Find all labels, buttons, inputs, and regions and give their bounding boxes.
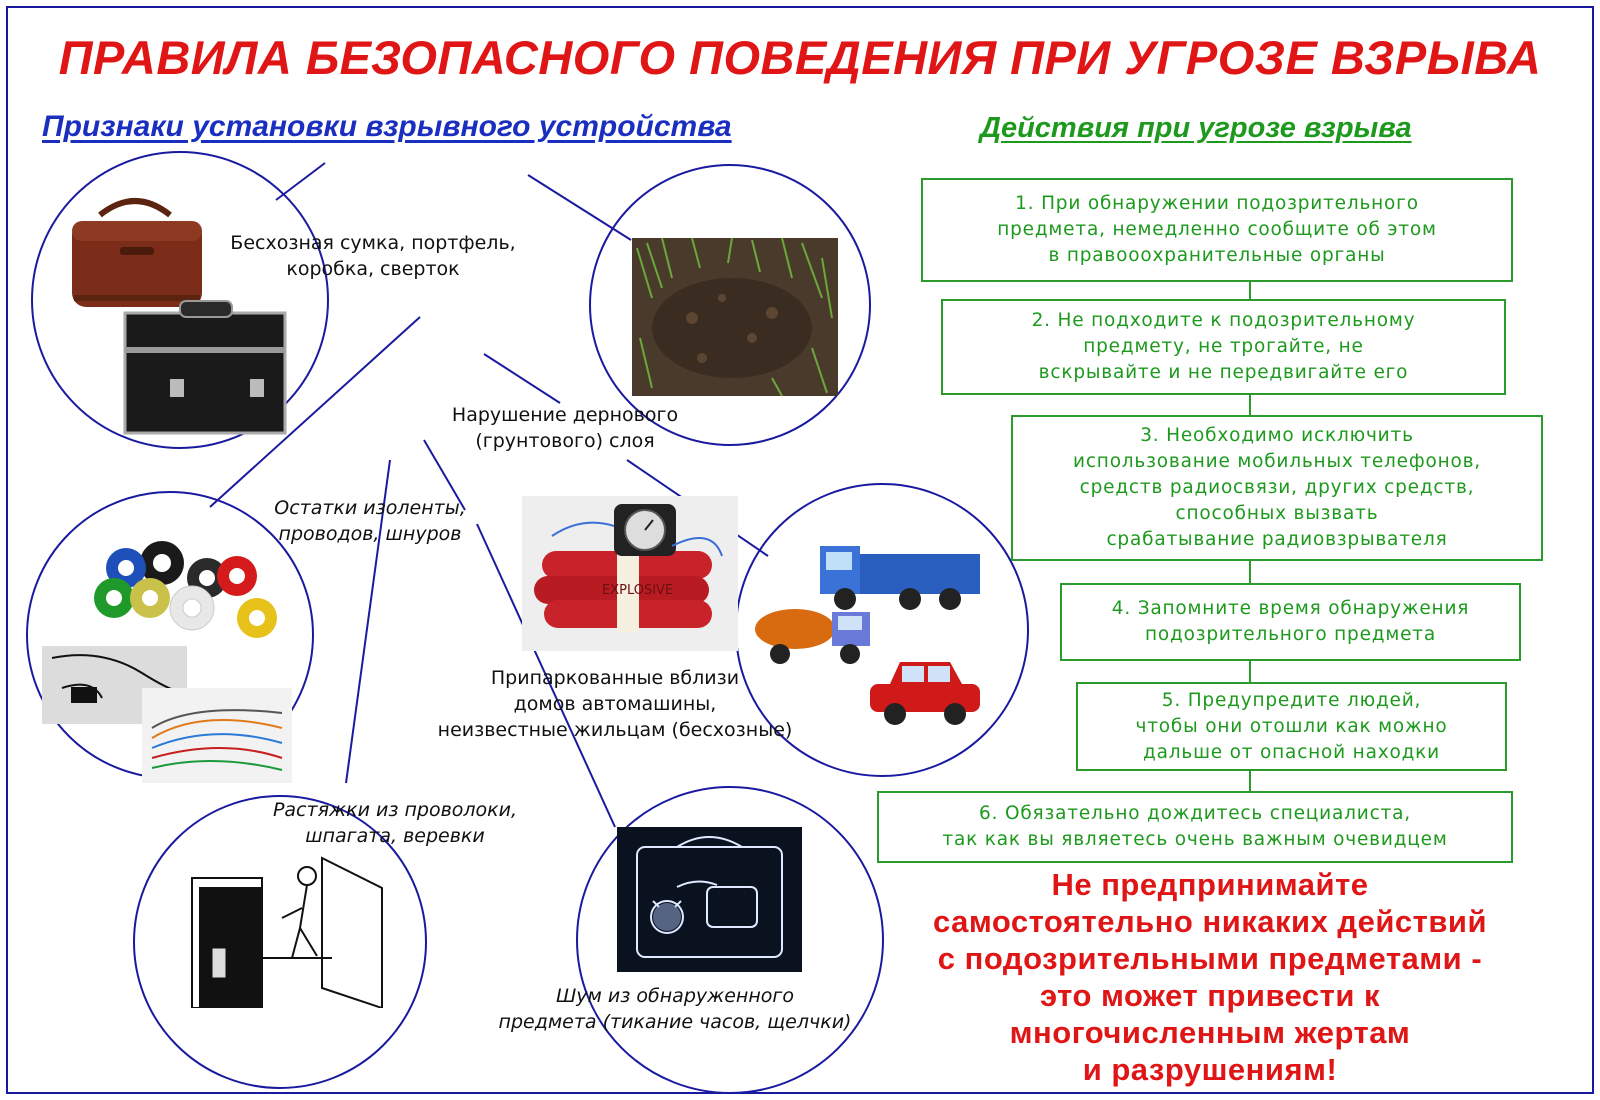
sign-label-tripwire: Растяжки из проволоки, шпагата, веревки xyxy=(272,799,518,847)
case-icon xyxy=(125,301,285,433)
car-icon xyxy=(870,662,980,725)
bomb-picture xyxy=(522,496,738,651)
sign-label-soil: Нарушение дернового (грунтового) слоя xyxy=(451,404,679,452)
tripwire-picture xyxy=(182,848,402,1008)
warning-text: Не предпринимайте самостоятельно никаких действий с подозрительными предметами - это может привести к многочисленным жертам и разрушениям! xyxy=(932,867,1488,1087)
poster-title: ПРАВИЛА БЕЗОПАСНОГО ПОВЕДЕНИЯ ПРИ УГРОЗЕ ВЗРЫВА xyxy=(58,31,1542,84)
sign-label-noise: Шум из обнаруженного предмета (тикание часов, щелчки) xyxy=(498,985,852,1033)
tape-rolls-icon xyxy=(94,541,277,638)
signs-heading: Признаки установки взрывного устройства xyxy=(42,110,732,143)
bomb-label: EXPLOSIVE xyxy=(602,583,674,598)
alarm-clock-icon xyxy=(653,903,681,931)
action-step-2: 2. Не подходите к подозрительному предмету, не трогайте, не вскрывайте и не передвигайте его xyxy=(941,299,1506,395)
sign-label-tape: Остатки изоленты, проводов, шнуров xyxy=(274,497,466,545)
electrical-tape-picture xyxy=(42,538,292,783)
action-step-3: 3. Необходимо исключить использование мобильных телефонов, средств радиосвязи, других средств, способных вызвать срабатывание радиовзрывателя xyxy=(1011,415,1543,561)
sign-label-cars: Припаркованные вблизи домов автомашины, неизвестные жильцам (бесхозные) xyxy=(437,667,793,741)
action-step-1: 1. При обнаружении подозрительного предмета, немедленно сообщите об этом в правооохранительные органы xyxy=(921,178,1513,282)
clock-icon xyxy=(614,504,676,556)
action-step-6: 6. Обязательно дождитесь специалиста, так как вы являетесь очень важным очевидцем xyxy=(877,791,1513,863)
dump-truck-icon xyxy=(820,546,980,610)
disturbed-soil-picture xyxy=(632,238,838,396)
sign-label-bag: Бесхозная сумка, портфель, коробка, сверток xyxy=(230,232,516,280)
action-step-5: 5. Предупредите людей, чтобы они отошли как можно дальше от опасной находки xyxy=(1076,682,1507,771)
tanker-truck-icon xyxy=(755,609,870,664)
action-step-4: 4. Запомните время обнаружения подозрительного предмета xyxy=(1060,583,1521,661)
xray-picture xyxy=(617,827,802,972)
actions-heading: Действия при угрозе взрыва xyxy=(980,112,1412,144)
